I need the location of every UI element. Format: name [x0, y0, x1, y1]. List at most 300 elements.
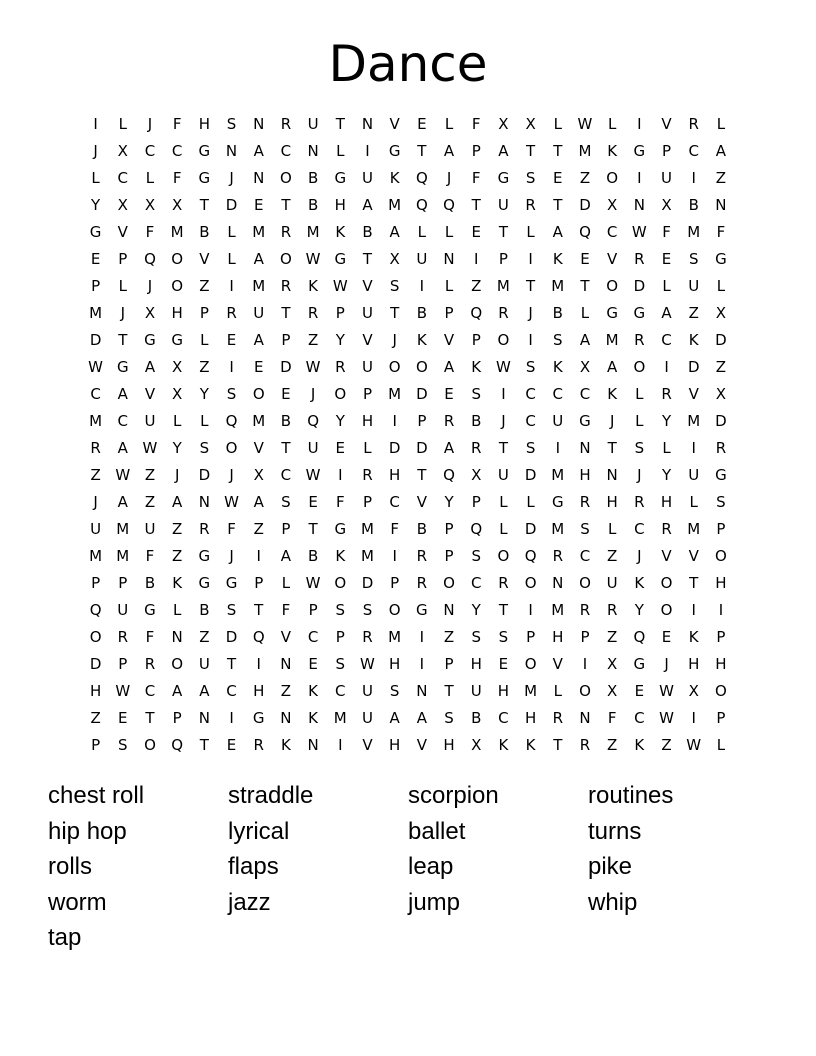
grid-letter: J — [637, 547, 642, 565]
grid-letter: L — [417, 223, 427, 241]
grid-letter: M — [388, 196, 402, 214]
grid-letter: O — [579, 574, 591, 592]
grid-letter: K — [607, 385, 618, 403]
grid-letter: A — [253, 142, 264, 160]
grid-letter: P — [118, 655, 128, 673]
grid-letter: U — [552, 412, 564, 430]
grid-letter: W — [631, 223, 647, 241]
grid-letter: P — [199, 304, 209, 322]
grid-letter: S — [335, 655, 346, 673]
grid-letter: M — [333, 709, 347, 727]
grid-letter: C — [226, 682, 237, 700]
grid-letter: Z — [90, 466, 101, 484]
grid-letter: Y — [172, 439, 182, 457]
grid-letter: K — [607, 142, 618, 160]
grid-letter: N — [579, 709, 591, 727]
grid-letter: N — [280, 655, 292, 673]
grid-letter: X — [607, 682, 618, 700]
grid-letter: I — [229, 277, 234, 295]
grid-letter: C — [171, 142, 183, 160]
grid-letter: E — [471, 223, 481, 241]
grid-letter: K — [335, 223, 346, 241]
grid-letter: Q — [415, 196, 428, 214]
grid-letter: M — [306, 223, 320, 241]
grid-letter: M — [170, 223, 184, 241]
grid-letter: H — [89, 682, 102, 700]
grid-letter: A — [498, 142, 509, 160]
grid-letter: G — [198, 574, 211, 592]
grid-letter: O — [715, 547, 727, 565]
grid-letter: L — [580, 304, 590, 322]
grid-letter: Y — [335, 331, 345, 349]
grid-letter: P — [471, 142, 481, 160]
grid-letter: O — [660, 574, 673, 592]
grid-letter: J — [229, 169, 234, 187]
grid-letter: D — [524, 520, 537, 538]
grid-letter: R — [525, 196, 536, 214]
grid-letter: J — [120, 304, 125, 322]
grid-letter: M — [551, 520, 565, 538]
grid-letter: P — [417, 412, 427, 430]
grid-letter: Z — [579, 169, 591, 187]
grid-letter: Q — [633, 628, 646, 646]
grid-letter: T — [254, 601, 264, 619]
grid-letter: N — [416, 682, 428, 700]
grid-letter: A — [661, 304, 672, 322]
grid-letter: G — [551, 493, 564, 511]
grid-letter: T — [362, 250, 373, 268]
grid-letter: C — [389, 493, 400, 511]
grid-letter: M — [551, 466, 565, 484]
grid-letter: K — [552, 358, 563, 376]
grid-letter: B — [199, 601, 210, 619]
grid-letter: T — [199, 736, 209, 754]
word-bank-item: whip — [588, 888, 638, 916]
grid-letter: M — [116, 520, 130, 538]
grid-letter: R — [226, 304, 237, 322]
grid-letter: S — [362, 601, 373, 619]
grid-letter: V — [688, 385, 699, 403]
grid-letter: J — [609, 412, 615, 430]
grid-letter: H — [470, 655, 482, 673]
grid-letter: P — [716, 628, 726, 646]
word-bank-item: tap — [48, 924, 82, 951]
grid-letter: A — [389, 223, 400, 241]
grid-letter: P — [172, 709, 182, 727]
grid-letter: C — [579, 385, 591, 403]
grid-letter: A — [199, 682, 210, 700]
grid-letter: O — [388, 358, 401, 376]
grid-letter: W — [686, 736, 702, 754]
word-bank-item: rolls — [48, 853, 93, 880]
grid-letter: W — [305, 358, 321, 376]
word-bank-item: flaps — [228, 853, 279, 880]
grid-letter: O — [334, 574, 347, 592]
grid-letter: N — [307, 142, 319, 160]
grid-letter: E — [308, 655, 318, 673]
word-bank-item: routines — [588, 782, 674, 809]
grid-letter: T — [498, 601, 508, 619]
grid-letter: T — [199, 196, 209, 214]
grid-letter: Y — [199, 385, 209, 403]
grid-letter: D — [388, 439, 401, 457]
grid-letter: J — [229, 547, 234, 565]
grid-letter: W — [577, 115, 593, 133]
grid-letter: R — [579, 601, 591, 619]
grid-letter: D — [687, 358, 700, 376]
grid-letter: L — [145, 169, 155, 187]
word-bank — [48, 778, 768, 956]
grid-letter: H — [497, 682, 510, 700]
grid-letter: D — [715, 412, 727, 430]
grid-letter: R — [416, 547, 428, 565]
word-bank-item: chest roll — [48, 782, 145, 809]
grid-letter: U — [688, 277, 700, 295]
grid-letter: F — [145, 547, 155, 565]
grid-letter: S — [281, 493, 291, 511]
grid-letter: Y — [444, 493, 454, 511]
grid-letter: A — [389, 709, 400, 727]
grid-letter: L — [172, 601, 182, 619]
grid-letter: U — [144, 520, 156, 538]
grid-letter: C — [280, 466, 292, 484]
grid-letter: I — [691, 439, 696, 457]
grid-letter: U — [144, 412, 156, 430]
grid-letter: Q — [524, 547, 537, 565]
grid-letter: H — [660, 493, 673, 511]
grid-letter: T — [553, 142, 563, 160]
grid-letter: J — [310, 385, 316, 403]
grid-letter: D — [225, 196, 238, 214]
grid-letter: T — [580, 277, 590, 295]
grid-letter: G — [633, 304, 646, 322]
grid-letter: I — [392, 547, 397, 565]
grid-letter: D — [361, 574, 374, 592]
grid-letter: A — [715, 142, 727, 160]
grid-letter: E — [661, 628, 672, 646]
grid-letter: T — [281, 196, 291, 214]
word-bank-item: turns — [588, 817, 642, 845]
grid-letter: Q — [415, 169, 428, 187]
grid-letter: H — [443, 736, 455, 754]
grid-letter: K — [308, 277, 319, 295]
grid-letter: U — [198, 655, 210, 673]
grid-letter: A — [362, 196, 373, 214]
grid-letter: M — [496, 277, 510, 295]
grid-letter: T — [526, 277, 536, 295]
grid-letter: S — [688, 250, 699, 268]
grid-letter: T — [471, 196, 481, 214]
grid-letter: D — [280, 358, 292, 376]
grid-letter: L — [607, 115, 617, 133]
grid-letter: H — [171, 304, 183, 322]
grid-letter: U — [361, 169, 373, 187]
grid-letter: A — [253, 493, 264, 511]
grid-letter: S — [226, 385, 237, 403]
grid-letter: S — [471, 628, 481, 646]
grid-letter: Q — [225, 412, 238, 430]
grid-letter: S — [118, 736, 128, 754]
grid-letter: O — [443, 574, 455, 592]
grid-letter: P — [390, 574, 400, 592]
grid-letter: P — [118, 574, 128, 592]
grid-letter: I — [419, 277, 425, 295]
grid-letter: Z — [471, 277, 482, 295]
grid-letter: E — [417, 115, 427, 133]
grid-letter: M — [578, 142, 592, 160]
grid-letter: P — [281, 520, 291, 538]
grid-letter: G — [144, 331, 156, 349]
grid-letter: L — [689, 493, 698, 511]
grid-letter: J — [174, 466, 180, 484]
grid-letter: K — [172, 574, 183, 592]
grid-letter: G — [497, 169, 510, 187]
grid-letter: M — [687, 223, 701, 241]
grid-letter: A — [172, 493, 183, 511]
grid-letter: O — [579, 682, 591, 700]
grid-letter: G — [89, 223, 102, 241]
grid-letter: R — [280, 277, 292, 295]
grid-letter: Q — [307, 412, 319, 430]
grid-letter: K — [308, 709, 319, 727]
grid-letter: F — [390, 520, 399, 538]
page-title: Dance — [328, 35, 488, 93]
grid-letter: A — [443, 142, 455, 160]
grid-letter: O — [415, 358, 428, 376]
grid-letter: L — [200, 412, 209, 430]
grid-letter: C — [307, 628, 319, 646]
grid-letter: L — [444, 115, 454, 133]
grid-letter: P — [526, 628, 536, 646]
grid-letter: O — [524, 574, 537, 592]
grid-letter: W — [142, 439, 158, 457]
grid-letter: L — [172, 412, 182, 430]
grid-letter: Z — [688, 304, 699, 322]
grid-letter: M — [89, 304, 103, 322]
grid-letter: N — [552, 574, 564, 592]
grid-letter: W — [305, 250, 321, 268]
grid-letter: P — [281, 331, 291, 349]
grid-letter: K — [280, 736, 291, 754]
grid-letter: X — [144, 304, 156, 322]
grid-letter: N — [579, 439, 591, 457]
grid-letter: E — [444, 385, 454, 403]
grid-letter: K — [552, 250, 563, 268]
grid-letter: I — [528, 250, 533, 268]
grid-letter: M — [252, 412, 266, 430]
grid-letter: X — [172, 358, 183, 376]
grid-letter: D — [225, 628, 238, 646]
grid-letter: G — [116, 358, 129, 376]
grid-letter: A — [443, 439, 455, 457]
grid-letter: X — [253, 466, 264, 484]
grid-letter: K — [416, 331, 427, 349]
grid-letter: C — [335, 682, 346, 700]
grid-letter: P — [362, 385, 372, 403]
grid-letter: O — [497, 331, 510, 349]
grid-letter: L — [363, 439, 372, 457]
grid-letter: O — [388, 601, 401, 619]
grid-letter: W — [332, 277, 348, 295]
grid-letter: L — [444, 223, 454, 241]
grid-letter: A — [416, 709, 427, 727]
grid-letter: I — [664, 358, 669, 376]
grid-letter: N — [280, 709, 292, 727]
grid-letter: O — [334, 385, 347, 403]
grid-letter: V — [389, 115, 400, 133]
grid-letter: I — [555, 439, 560, 457]
grid-letter: G — [633, 142, 646, 160]
grid-letter: R — [498, 574, 509, 592]
grid-letter: E — [118, 709, 128, 727]
grid-letter: L — [281, 574, 291, 592]
grid-letter: M — [605, 331, 619, 349]
grid-letter: I — [691, 709, 696, 727]
grid-letter: R — [253, 736, 264, 754]
grid-letter: X — [661, 196, 672, 214]
grid-letter: G — [715, 466, 727, 484]
grid-letter: P — [580, 628, 590, 646]
grid-letter: Y — [471, 601, 481, 619]
grid-letter: Y — [661, 466, 672, 484]
grid-letter: F — [335, 493, 345, 511]
grid-letter: Q — [89, 601, 102, 619]
grid-letter: E — [90, 250, 101, 268]
grid-letter: T — [526, 142, 536, 160]
grid-letter: K — [688, 628, 699, 646]
grid-letter: B — [307, 547, 319, 565]
letter-grid — [82, 111, 735, 759]
grid-letter: N — [307, 736, 319, 754]
grid-letter: C — [117, 169, 129, 187]
grid-letter: M — [687, 520, 701, 538]
grid-letter: Z — [90, 709, 101, 727]
grid-letter: F — [281, 601, 291, 619]
grid-letter: I — [229, 358, 234, 376]
grid-letter: T — [417, 466, 427, 484]
grid-letter: S — [226, 115, 237, 133]
grid-letter: K — [634, 736, 645, 754]
grid-letter: X — [498, 115, 509, 133]
grid-letter: L — [526, 493, 535, 511]
grid-letter: B — [307, 196, 319, 214]
grid-letter: U — [361, 709, 373, 727]
grid-letter: L — [227, 250, 236, 268]
grid-letter: R — [661, 385, 672, 403]
grid-letter: L — [200, 331, 209, 349]
grid-letter: P — [308, 601, 318, 619]
grid-letter: R — [117, 628, 128, 646]
grid-letter: X — [117, 196, 128, 214]
grid-letter: N — [606, 466, 618, 484]
grid-letter: P — [254, 574, 264, 592]
grid-letter: H — [715, 574, 727, 592]
grid-letter: T — [226, 655, 237, 673]
grid-letter: W — [495, 358, 511, 376]
grid-letter: M — [687, 412, 701, 430]
grid-letter: A — [172, 682, 183, 700]
grid-letter: B — [144, 574, 156, 592]
grid-letter: R — [362, 466, 373, 484]
grid-letter: R — [688, 115, 699, 133]
grid-letter: Z — [607, 736, 618, 754]
grid-letter: M — [524, 682, 538, 700]
grid-letter: P — [471, 493, 481, 511]
grid-letter: W — [88, 358, 104, 376]
grid-letter: Z — [144, 466, 156, 484]
grid-letter: Z — [172, 547, 183, 565]
grid-letter: L — [553, 682, 562, 700]
grid-letter: P — [471, 331, 481, 349]
grid-letter: N — [198, 493, 210, 511]
grid-letter: G — [334, 520, 347, 538]
grid-letter: F — [172, 169, 182, 187]
grid-letter: A — [443, 358, 455, 376]
grid-letter: C — [579, 547, 591, 565]
grid-letter: I — [528, 331, 533, 349]
grid-letter: X — [607, 196, 618, 214]
grid-letter: J — [501, 412, 506, 430]
grid-letter: X — [525, 115, 536, 133]
grid-letter: S — [525, 169, 536, 187]
grid-letter: D — [416, 385, 428, 403]
grid-letter: S — [389, 682, 400, 700]
grid-letter: X — [117, 142, 128, 160]
grid-letter: V — [416, 493, 427, 511]
grid-letter: P — [444, 304, 454, 322]
grid-letter: Q — [252, 628, 265, 646]
grid-letter: Z — [199, 358, 210, 376]
grid-letter: D — [416, 439, 428, 457]
grid-letter: M — [551, 601, 565, 619]
grid-letter: L — [444, 277, 454, 295]
grid-letter: O — [171, 277, 184, 295]
grid-letter: P — [498, 250, 508, 268]
grid-letter: L — [526, 223, 535, 241]
grid-letter: R — [661, 520, 672, 538]
grid-letter: F — [716, 223, 726, 241]
grid-letter: B — [471, 412, 482, 430]
grid-letter: A — [607, 358, 618, 376]
grid-letter: W — [224, 493, 239, 511]
grid-letter: N — [443, 250, 455, 268]
grid-letter: X — [471, 736, 482, 754]
grid-letter: U — [90, 520, 102, 538]
grid-letter: M — [89, 412, 103, 430]
grid-letter: U — [470, 682, 482, 700]
grid-letter: C — [606, 223, 618, 241]
grid-letter: A — [280, 547, 292, 565]
grid-letter: R — [579, 493, 591, 511]
grid-letter: L — [607, 520, 617, 538]
grid-letter: Q — [470, 520, 483, 538]
grid-letter: N — [633, 196, 645, 214]
grid-letter: B — [280, 412, 292, 430]
grid-letter: O — [252, 385, 265, 403]
grid-letter: G — [334, 169, 347, 187]
grid-letter: C — [552, 385, 564, 403]
grid-letter: R — [307, 304, 319, 322]
grid-letter: W — [115, 682, 131, 700]
grid-letter: L — [499, 520, 508, 538]
grid-letter: A — [253, 250, 264, 268]
grid-letter: I — [528, 601, 533, 619]
grid-letter: X — [172, 385, 183, 403]
grid-letter: B — [362, 223, 373, 241]
word-bank-item: jazz — [228, 888, 271, 916]
grid-letter: K — [471, 358, 482, 376]
grid-letter: W — [659, 709, 674, 727]
